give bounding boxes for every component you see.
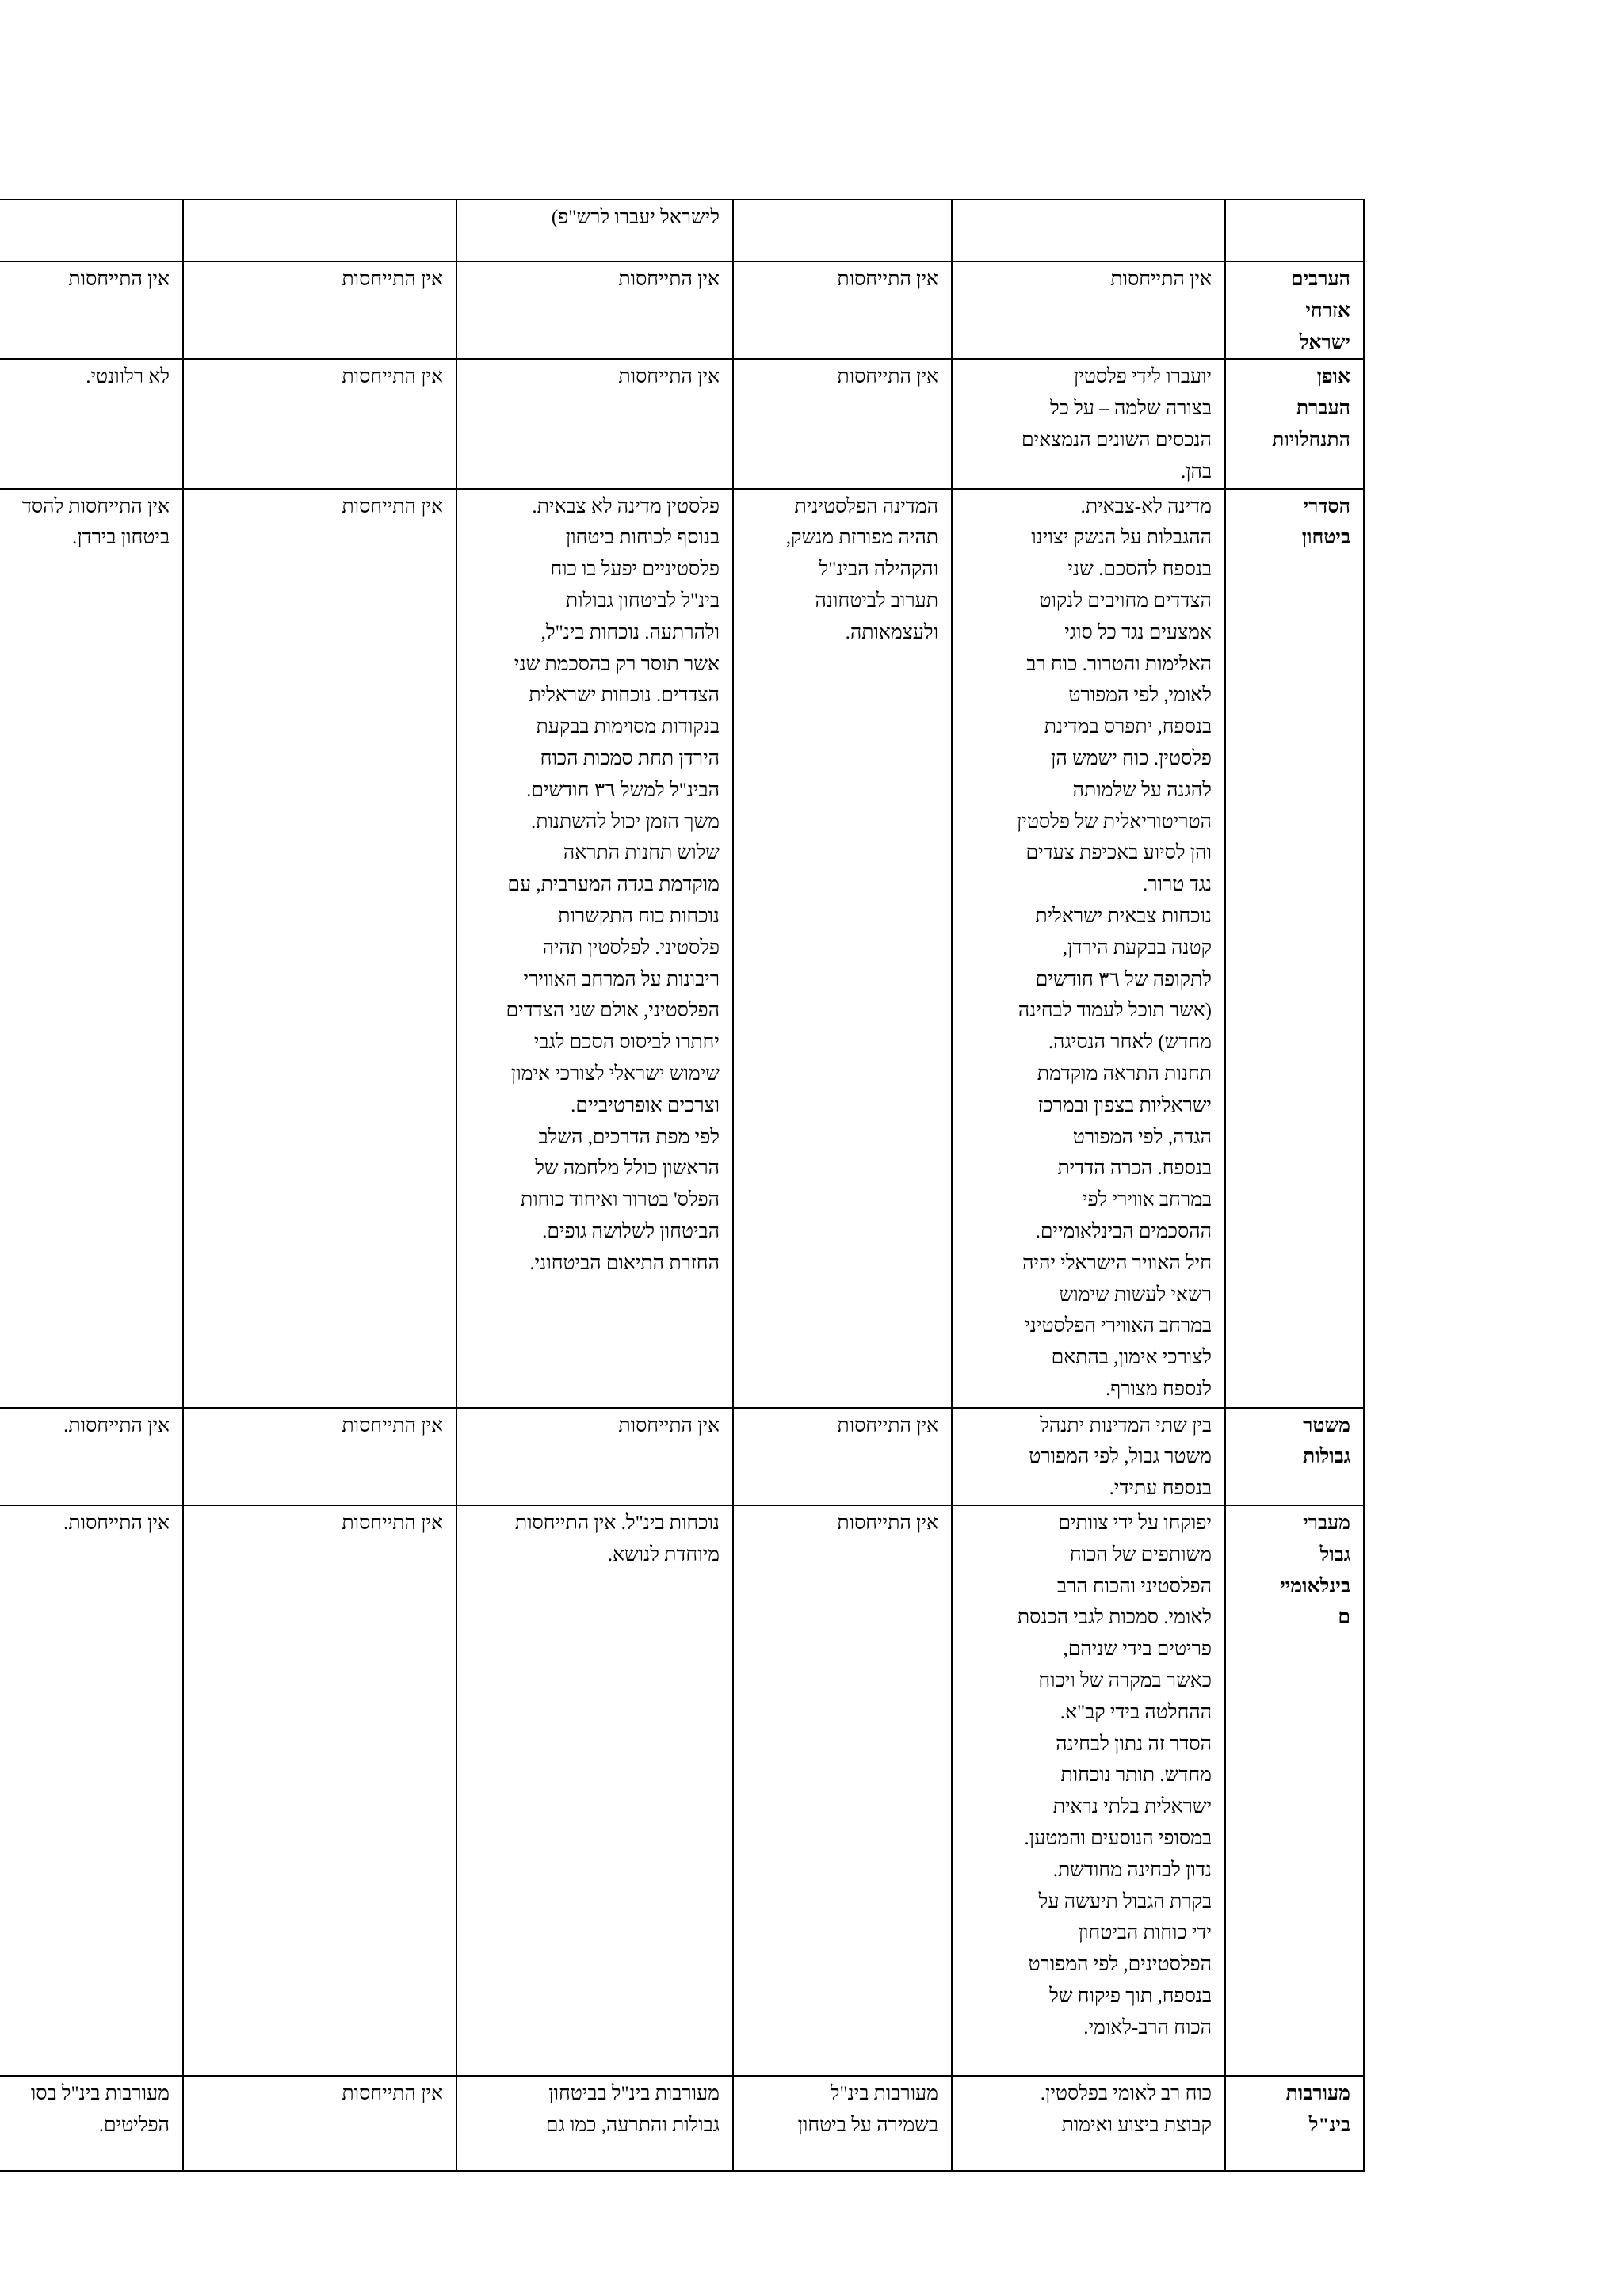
table-cell: המדינה הפלסטינית תהיה מפורזת מנשק, והקהילה הבינ"ל תערוב לביטחונה ולעצמאותה. bbox=[733, 489, 952, 1408]
table-row bbox=[0, 261, 1364, 359]
table-cell: מעורבות בינ"ל בסו הפליטים. bbox=[0, 2076, 183, 2171]
table-cell bbox=[0, 200, 183, 261]
table-row bbox=[0, 1408, 1364, 1505]
table-cell: אין התייחסות bbox=[183, 489, 456, 1408]
table-cell: אין התייחסות bbox=[733, 1408, 952, 1505]
table-cell: יועברו לידי פלסטין בצורה שלמה – על כל הנכסים השונים הנמצאים בהן. bbox=[952, 359, 1225, 488]
table-cell: מעורבות בינ"ל בשמירה על ביטחון bbox=[733, 2076, 952, 2171]
row-header-cell: אופן העברת התנחלויות bbox=[1225, 359, 1364, 488]
table-cell: אין התייחסות להסד ביטחון בירדן. bbox=[0, 489, 183, 1408]
table-cell bbox=[733, 200, 952, 261]
table-cell bbox=[183, 200, 456, 261]
table-cell: אין התייחסות bbox=[0, 261, 183, 359]
table-cell: לישראל יעברו לרש"פ) bbox=[456, 200, 733, 261]
table-cell: אין התייחסות bbox=[456, 359, 733, 488]
table-cell: בין שתי המדינות יתנהל משטר גבול, לפי המפורט בנספח עתידי. bbox=[952, 1408, 1225, 1505]
table-row bbox=[0, 200, 1364, 261]
comparison-table bbox=[0, 199, 1365, 2172]
row-header-cell bbox=[1225, 200, 1364, 261]
table-cell: אין התייחסות. bbox=[0, 1505, 183, 2076]
row-header-cell: הערבים אזרחי ישראל bbox=[1225, 261, 1364, 359]
row-header-cell: מעורבות בינ"ל bbox=[1225, 2076, 1364, 2171]
table-cell: אין התייחסות bbox=[183, 359, 456, 488]
table-cell: אין התייחסות bbox=[183, 261, 456, 359]
table-cell: פלסטין מדינה לא צבאית. בנוסף לכוחות ביטחון פלסטיניים יפעל בו כוח בינ"ל לביטחון גבולות ולהרתעה. נוכחות בינ"ל, אשר תוסר רק בהסכמת שני הצדדים. נוכחות ישראלית בנקודות מסוימות בבקעת הירדן תחת סמכות הכוח הבינ"ל למשל ٣٦ חודשים. משך הזמן יכול להשתנות. שלוש תחנות התראה מוקדמת בגדה המערבית, עם נוכחות כוח התקשרות פלסטיני. לפלסטין תהיה ריבונות על המרחב האווירי הפלסטיני, אולם שני הצדדים יחתרו לביסוס הסכם לגבי שימוש ישראלי לצורכי אימון וצרכים אופרטיביים. לפי מפת הדרכים, השלב הראשון כולל מלחמה של הפלס' בטרור ואיחוד כוחות הביטחון לשלושה גופים. החזרת התיאום הביטחוני. bbox=[456, 489, 733, 1408]
table-cell: אין התייחסות bbox=[952, 261, 1225, 359]
table-row bbox=[0, 489, 1364, 1408]
table-cell: אין התייחסות bbox=[456, 1408, 733, 1505]
table-body bbox=[0, 200, 1364, 2171]
table-cell: מעורבות בינ"ל בביטחון גבולות והתרעה, כמו גם bbox=[456, 2076, 733, 2171]
table-row bbox=[0, 1505, 1364, 2076]
table-cell: נוכחות בינ"ל. אין התייחסות מיוחדת לנושא. bbox=[456, 1505, 733, 2076]
table-cell: מדינה לא-צבאית. ההגבלות על הנשק יצוינו בנספח להסכם. שני הצדדים מחויבים לנקוט אמצעים נגד כל סוגי האלימות והטרור. כוח רב לאומי, לפי המפורט בנספח, יתפרס במדינת פלסטין. כוח ישמש הן להגנה על שלמותה הטריטוריאלית של פלסטין והן לסיוע באכיפת צעדים נגד טרור. נוכחות צבאית ישראלית קטנה בבקעת הירדן, לתקופה של ٣٦ חודשים (אשר תוכל לעמוד לבחינה מחדש) לאחר הנסיגה. תחנות התראה מוקדמת ישראליות בצפון ובמרכז הגדה, לפי המפורט בנספח. הכרה הדדית במרחב אווירי לפי ההסכמים הבינלאומיים. חיל האוויר הישראלי יהיה רשאי לעשות שימוש במרחב האווירי הפלסטיני לצורכי אימון, בהתאם לנספח מצורף. bbox=[952, 489, 1225, 1408]
table-row bbox=[0, 359, 1364, 488]
table-cell: אין התייחסות. bbox=[0, 1408, 183, 1505]
table-cell: אין התייחסות bbox=[183, 1505, 456, 2076]
row-header-cell: הסדרי ביטחון bbox=[1225, 489, 1364, 1408]
table-cell: אין התייחסות bbox=[183, 2076, 456, 2171]
table-cell: אין התייחסות bbox=[733, 359, 952, 488]
table-cell: אין התייחסות bbox=[183, 1408, 456, 1505]
table-cell: אין התייחסות bbox=[733, 1505, 952, 2076]
table-cell: לא רלוונטי. bbox=[0, 359, 183, 488]
table-row bbox=[0, 2076, 1364, 2171]
table-cell: אין התייחסות bbox=[456, 261, 733, 359]
table-cell: כוח רב לאומי בפלסטין. קבוצת ביצוע ואימות bbox=[952, 2076, 1225, 2171]
row-header-cell: משטר גבולות bbox=[1225, 1408, 1364, 1505]
row-header-cell: מעברי גבול בינלאומיי ם bbox=[1225, 1505, 1364, 2076]
table-cell bbox=[952, 200, 1225, 261]
table-cell: יפוקחו על ידי צוותים משותפים של הכוח הפלסטיני והכוח הרב לאומי. סמכות לגבי הכנסת פריטים בידי שניהם, כאשר במקרה של ויכוח ההחלטה בידי קב"א. הסדר זה נתון לבחינה מחדש. תותר נוכחות ישראלית בלתי נראית במסופי הנוסעים והמטען. נדון לבחינה מחודשת. בקרת הגבול תיעשה על ידי כוחות הביטחון הפלסטינים, לפי המפורט בנספח, תוך פיקוח של הכוח הרב-לאומי. bbox=[952, 1505, 1225, 2076]
table-cell: אין התייחסות bbox=[733, 261, 952, 359]
